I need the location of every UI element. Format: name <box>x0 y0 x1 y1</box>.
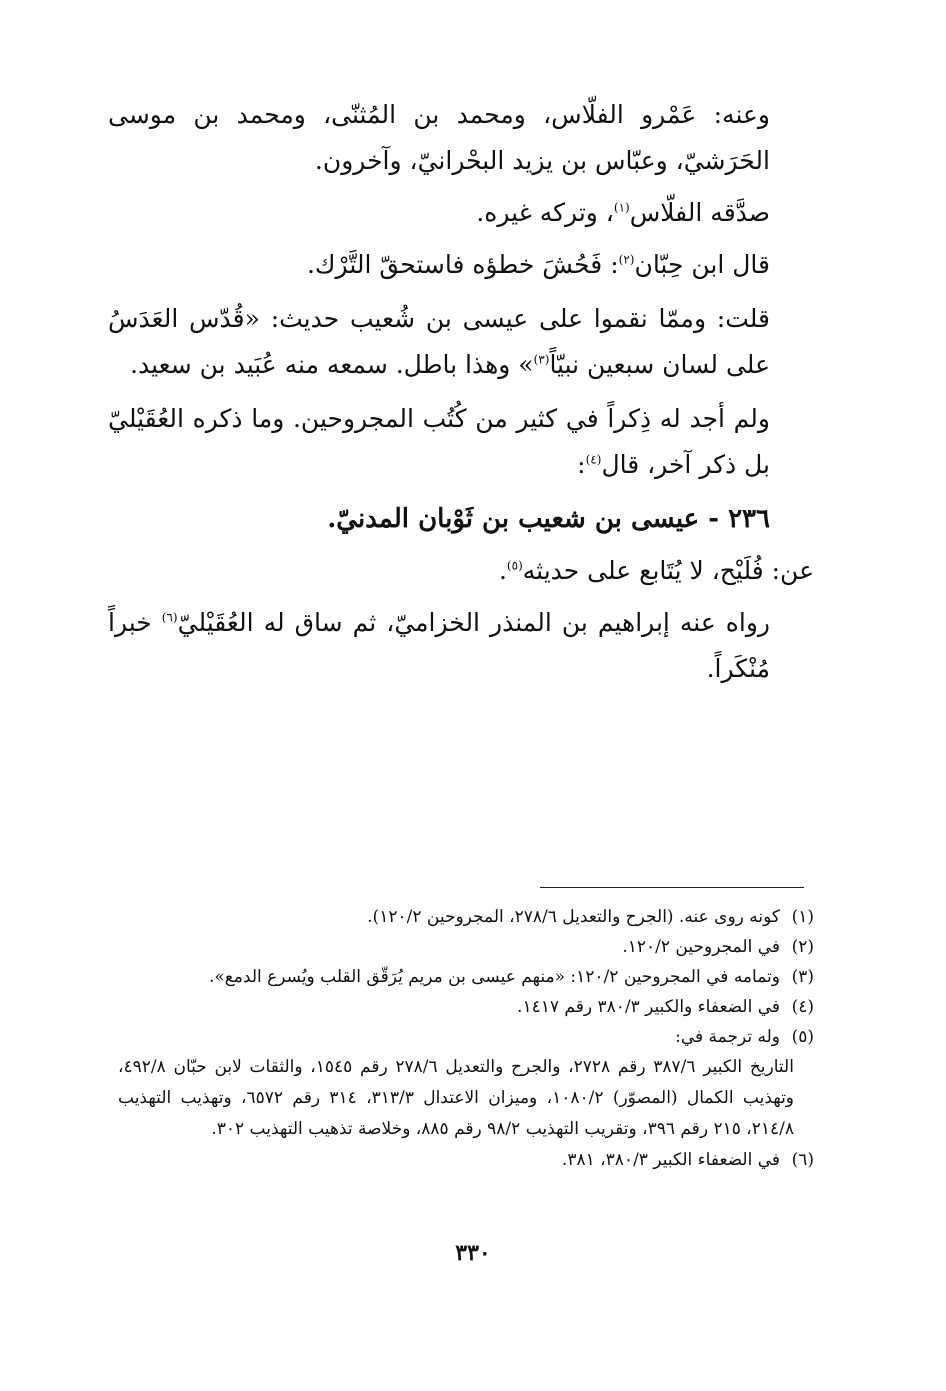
footnote-ref-5[interactable]: (٥) <box>506 558 523 573</box>
footnote-5-sources: التاريخ الكبير ٣٨٧/٦ رقم ٢٧٢٨، والجرح والتعديل ٢٧٨/٦ رقم ١٥٤٥، والثقات لابن حبّان ٤٩٢/٨، وتهذيب الكمال (المصوّر) ١٠٨٠/٢، وميزان الاعتدال ٣١٣/٣، ٣١٤ رقم ٦٥٧٢، وتهذيب التهذيب ٢١٤/٨، ٢١٥ رقم ٣٩٦، وتقريب التهذيب ٩٨/٢ رقم ٨٨٥، وخلاصة تذهيب التهذيب ٣٠٢. <box>118 1057 795 1139</box>
footnote-divider <box>540 887 804 888</box>
from-paragraph: عن: فُلَيْح، لا يُتَابع على حديثه$^{(٥)}$. <box>498 556 814 585</box>
footnote-ref-3[interactable]: (٣) <box>533 352 550 367</box>
footnote-3-number: (٣) <box>791 967 814 987</box>
ibn-hibban-paragraph: قال ابن حِبّان$^{(٢)}$: فَحُشَ خطؤه فاستحقّ التَّرْك. <box>306 250 770 279</box>
page-number: ٣٣٠ <box>455 1240 491 1266</box>
footnote-4: (٤)في الضعفاء والكبير ٣٨٠/٣ رقم ١٤١٧. <box>118 992 814 1022</box>
footnote-3: (٣)وتمامه في المجروحين ١٢٠/٢: «منهم عيسى بن مريم يُرَقّق القلب ويُسرع الدمع». <box>118 962 814 992</box>
footnote-1: (١)كونه روى عنه. (الجرح والتعديل ٢٧٨/٦، المجروحين ١٢٠/٢). <box>118 902 814 932</box>
footnote-6-number: (٦) <box>791 1150 814 1170</box>
criticism-paragraph: قلت: وممّا نقموا على عيسى بن شُعيب حديث: «قُدّس العَدَسُ على لسان سبعين نبيّاً$^{(٣)}$» وهذا باطل. سمعه منه عُبَيد بن سعيد. <box>108 304 770 379</box>
footnote-5-number: (٥) <box>791 1027 814 1047</box>
footnote-1-number: (١) <box>791 907 814 927</box>
footnote-ref-1[interactable]: (١) <box>613 200 630 215</box>
mention-paragraph: ولم أجد له ذِكراً في كثير من كُتُب المجروحين. وما ذكره العُقَيْليّ بل ذكر آخر، قال$^{(٤)}$: <box>108 404 770 479</box>
footnote-ref-4[interactable]: (٤) <box>585 452 602 467</box>
footnote-4-number: (٤) <box>791 997 814 1017</box>
footnote-ref-2[interactable]: (٢) <box>618 252 635 267</box>
footnote-5: (٥)وله ترجمة في: <box>118 1022 814 1052</box>
narration-paragraph: رواه عنه إبراهيم بن المنذر الخزاميّ، ثم ساق له العُقَيْليّ$^{(٦)}$ خبراً مُنْكَراً. <box>108 608 770 683</box>
footnote-2-number: (٢) <box>791 937 814 957</box>
main-text <box>108 92 814 698</box>
narrators-paragraph: وعنه: عَمْرو الفلّاس، ومحمد بن المُثنّى، ومحمد بن موسى الحَرَشيّ، وعبّاس بن يزيد البحْرانيّ، وآخرون. <box>108 100 770 175</box>
footnotes <box>118 902 814 1175</box>
footnote-2: (٢)في المجروحين ١٢٠/٢. <box>118 932 814 962</box>
entry-heading: ٢٣٦ - عيسى بن شعيب بن ثَوْبان المدنيّ. <box>327 504 770 534</box>
authentication-paragraph: صدَّقه الفلّاس$^{(١)}$، وتركه غيره. <box>476 198 770 227</box>
footnote-6: (٦)في الضعفاء الكبير ٣٨٠/٣، ٣٨١. <box>118 1145 814 1175</box>
footnote-ref-6[interactable]: (٦) <box>161 610 178 625</box>
